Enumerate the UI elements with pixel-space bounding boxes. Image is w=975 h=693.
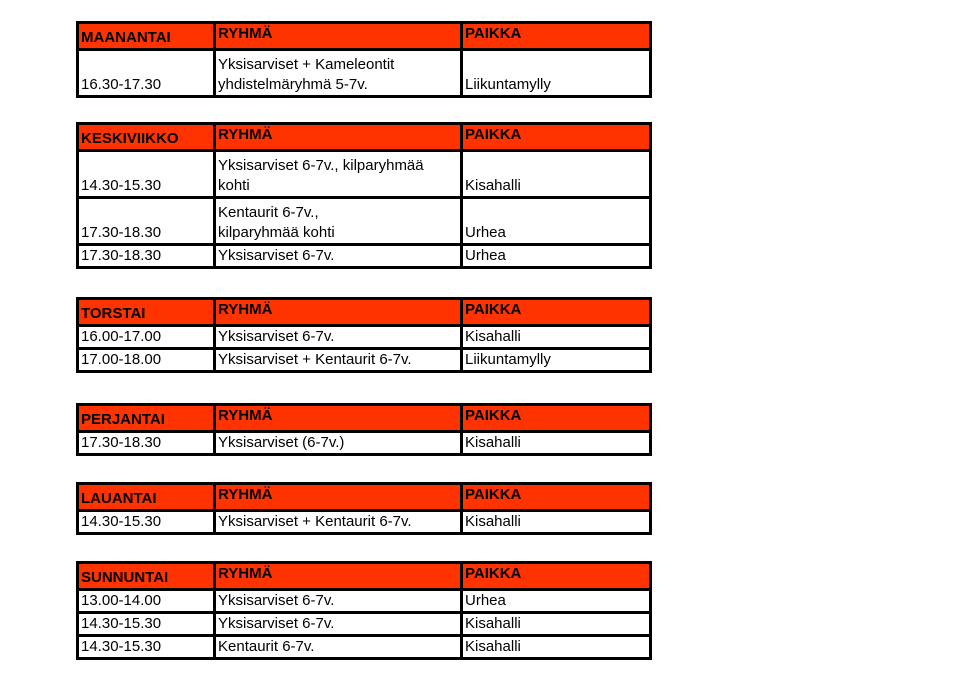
place-cell: Urhea (462, 590, 651, 613)
place-cell: Liikuntamylly (462, 50, 651, 97)
group-header: RYHMÄ (215, 23, 462, 50)
place-cell: Urhea (462, 198, 651, 245)
schedule-thursday (76, 297, 652, 373)
schedule-friday (76, 403, 652, 456)
table-row (78, 326, 651, 349)
table-row (78, 198, 651, 245)
group-cell: Yksisarviset + Kameleontit yhdistelmäryhmä 5-7v. (215, 50, 462, 97)
table-row (78, 245, 651, 268)
time-cell: 17.30-18.30 (78, 198, 215, 245)
time-cell: 14.30-15.30 (78, 511, 215, 534)
place-header: PAIKKA (462, 484, 651, 511)
group-header: RYHMÄ (215, 484, 462, 511)
group-cell: Yksisarviset 6-7v. (215, 590, 462, 613)
schedule-saturday (76, 482, 652, 535)
time-cell: 17.30-18.30 (78, 245, 215, 268)
day-label: SUNNUNTAI (78, 563, 215, 590)
table-header (78, 563, 651, 590)
schedule-monday (76, 21, 652, 98)
table-row (78, 432, 651, 455)
place-header: PAIKKA (462, 124, 651, 151)
time-cell: 17.30-18.30 (78, 432, 215, 455)
table-header (78, 23, 651, 50)
table-header (78, 405, 651, 432)
time-cell: 14.30-15.30 (78, 636, 215, 659)
table-row (78, 511, 651, 534)
table-header (78, 124, 651, 151)
group-cell: Yksisarviset + Kentaurit 6-7v. (215, 511, 462, 534)
place-cell: Kisahalli (462, 636, 651, 659)
time-cell: 14.30-15.30 (78, 613, 215, 636)
day-label: MAANANTAI (78, 23, 215, 50)
time-cell: 17.00-18.00 (78, 349, 215, 372)
schedule-sunday (76, 561, 652, 660)
table-header (78, 299, 651, 326)
group-cell: Kentaurit 6-7v., kilparyhmää kohti (215, 198, 462, 245)
place-header: PAIKKA (462, 563, 651, 590)
day-label: PERJANTAI (78, 405, 215, 432)
time-cell: 14.30-15.30 (78, 151, 215, 198)
group-cell: Kentaurit 6-7v. (215, 636, 462, 659)
group-cell: Yksisarviset 6-7v. (215, 326, 462, 349)
time-cell: 16.00-17.00 (78, 326, 215, 349)
place-cell: Kisahalli (462, 511, 651, 534)
day-label: KESKIVIIKKO (78, 124, 215, 151)
time-cell: 16.30-17.30 (78, 50, 215, 97)
day-label: TORSTAI (78, 299, 215, 326)
day-label: LAUANTAI (78, 484, 215, 511)
time-cell: 13.00-14.00 (78, 590, 215, 613)
group-cell: Yksisarviset + Kentaurit 6-7v. (215, 349, 462, 372)
table-row (78, 636, 651, 659)
table-row (78, 349, 651, 372)
group-header: RYHMÄ (215, 299, 462, 326)
place-cell: Kisahalli (462, 432, 651, 455)
group-cell: Yksisarviset (6-7v.) (215, 432, 462, 455)
place-header: PAIKKA (462, 405, 651, 432)
place-header: PAIKKA (462, 299, 651, 326)
group-cell: Yksisarviset 6-7v. (215, 613, 462, 636)
schedule-wednesday (76, 122, 652, 269)
table-row (78, 590, 651, 613)
group-header: RYHMÄ (215, 405, 462, 432)
group-header: RYHMÄ (215, 124, 462, 151)
place-cell: Kisahalli (462, 613, 651, 636)
group-header: RYHMÄ (215, 563, 462, 590)
place-cell: Urhea (462, 245, 651, 268)
table-row (78, 151, 651, 198)
place-cell: Kisahalli (462, 151, 651, 198)
table-row (78, 50, 651, 97)
place-header: PAIKKA (462, 23, 651, 50)
group-cell: Yksisarviset 6-7v. (215, 245, 462, 268)
table-header (78, 484, 651, 511)
group-cell: Yksisarviset 6-7v., kilparyhmää kohti (215, 151, 462, 198)
table-row (78, 613, 651, 636)
place-cell: Kisahalli (462, 326, 651, 349)
place-cell: Liikuntamylly (462, 349, 651, 372)
